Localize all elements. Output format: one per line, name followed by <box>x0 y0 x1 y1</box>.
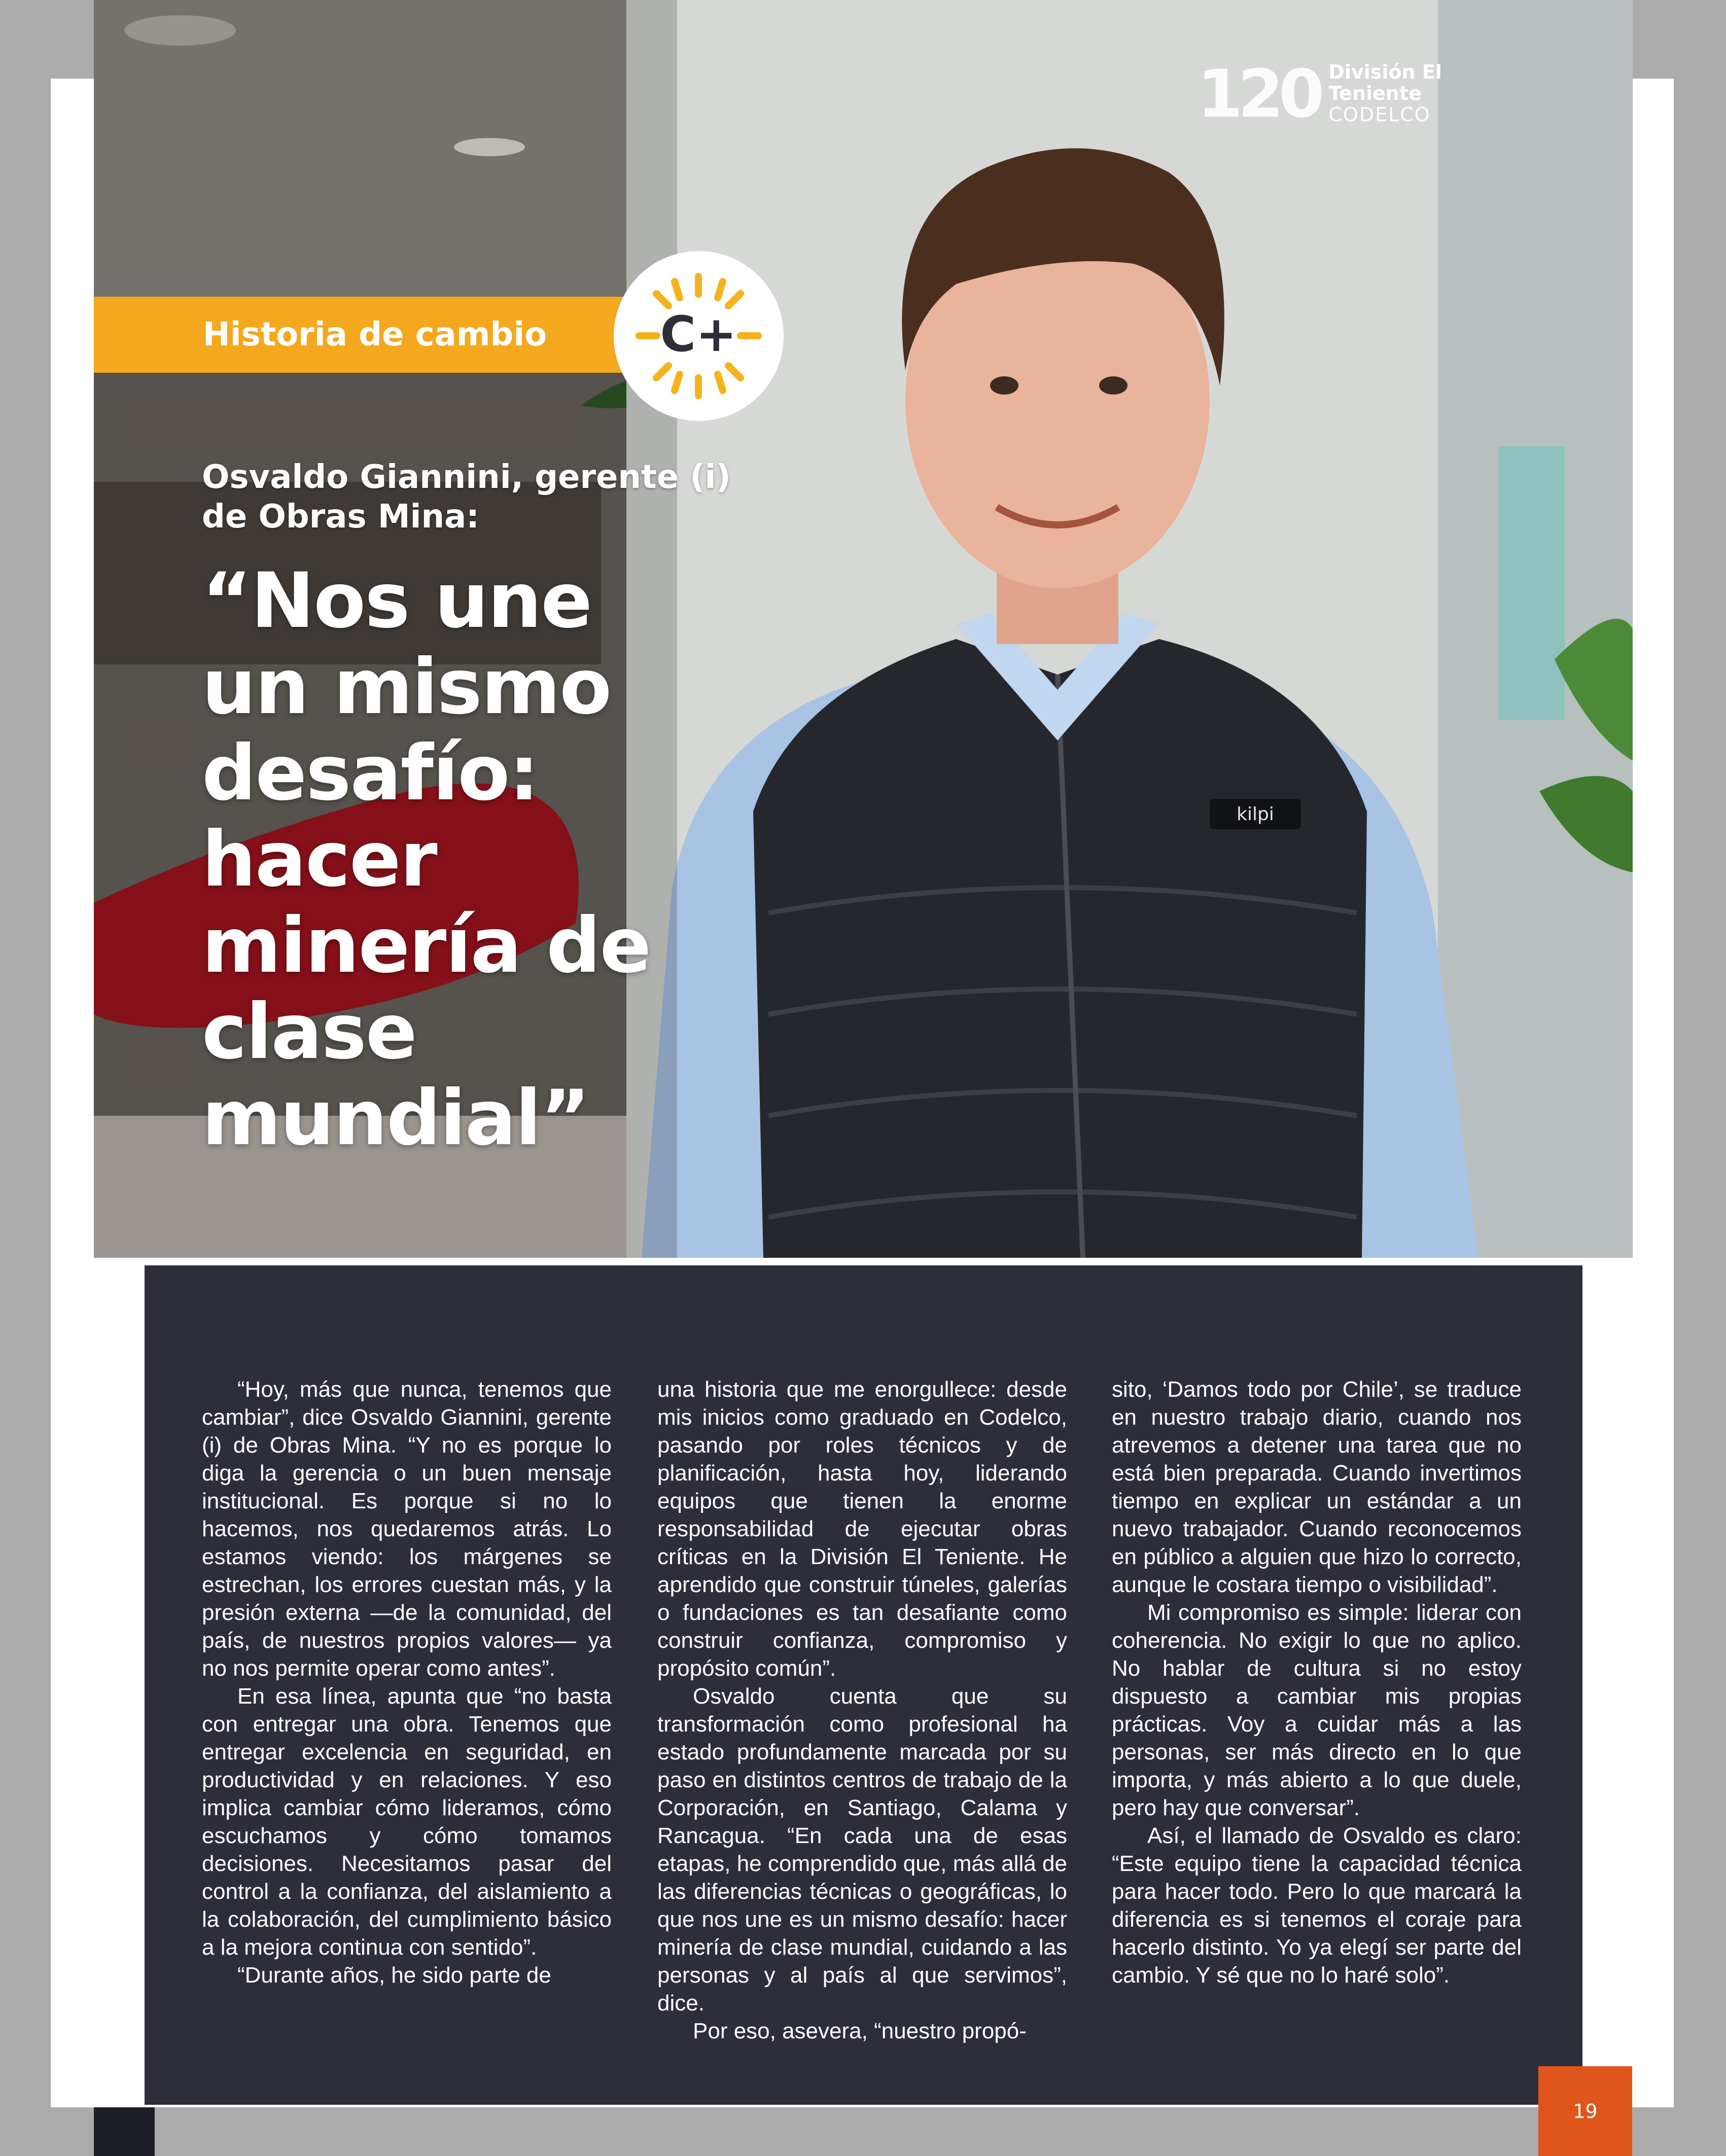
right-eye <box>1099 376 1128 395</box>
anniversary-mark: 120 <box>1197 55 1320 132</box>
headline: “Nos une un mismo desafío: hacer minería de clase mundial” <box>202 557 651 1162</box>
codelco-120-logo <box>1197 56 1532 132</box>
page-number: 19 <box>1538 2066 1632 2156</box>
sun-rays-icon <box>614 251 784 421</box>
paragraph: Osvaldo cuenta que su transformación como profesional ha estado profundamente marcada por su paso en distintos centros de trabajo de la Corporación, en Santiago, Calama y Rancagua. “En cada una de esas etapas, he comprendido que, más allá de las diferencias técnicas o geográficas, lo que nos une es un mismo desafío: hacer minería de clase mundial, cuidando a las personas y al país al que servimos”, dice. <box>657 1684 1067 2016</box>
paragraph: Por eso, asevera, “nuestro propó- <box>693 2019 1027 2043</box>
paragraph: En esa línea, apunta que “no basta con entregar una obra. Tenemos que entregar excelencia en seguridad, en productividad y en relaciones. Y eso implica cambiar cómo lideramos, cómo escuchamos y cómo tomamos decisiones. Necesitamos pasar del control a la confianza, del aislamiento a la colaboración, del cumplimiento básico a la mejora continua con sentido”. <box>202 1684 612 1960</box>
paragraph: Así, el llamado de Osvaldo es claro: “Este equipo tiene la capacidad técnica para hacer todo. Pero lo que marcará la diferencia es si tenemos el coraje para hacerlo distinto. Yo ya elegí ser parte del cambio. Y sé que no lo haré solo”. <box>1112 1823 1522 1988</box>
division-name: División El Teniente <box>1328 61 1442 105</box>
section-band <box>94 297 631 373</box>
paragraph: “Durante años, he sido parte de <box>237 1963 551 1988</box>
article-column-1 <box>202 1375 612 1989</box>
paragraph: una historia que me enorgullece: desde mis inicios como graduado en Codelco, pasando por roles técnicos y de planificación, hasta hoy, liderando equipos que tienen la enorme responsabilidad de ejecutar obras críticas en la División El Teniente. He aprendido que construir túneles, galerías o fundaciones es tan desafiante como construir confianza, compromiso y propósito común”. <box>657 1377 1067 1681</box>
left-eye <box>990 376 1018 395</box>
section-label: Historia de cambio <box>203 316 547 354</box>
bottom-photo-strip <box>94 2107 155 2156</box>
paragraph: Mi compromiso es simple: liderar con coherencia. No exigir lo que no aplico. No hablar de cultura si no estoy dispuesto a cambiar mis propias prácticas. Voy a cuidar más a las personas, ser más directo en lo que importa, y más abierto a lo que duele, pero hay que conversar”. <box>1112 1600 1522 1820</box>
article-column-3 <box>1112 1375 1522 1989</box>
article-column-2 <box>657 1375 1067 2045</box>
paragraph: “Hoy, más que nunca, tenemos que cambiar”, dice Osvaldo Giannini, gerente (i) de Obras Mina. “Y no es porque lo diga la gerencia o un buen mensaje institucional. Es porque si no lo hacemos, nos quedaremos atrás. Lo estamos viendo: los márgenes se estrechan, los errores cuestan más, y la presión externa —de la comunidad, del país, de nuestros propios valores— ya no nos permite operar como antes”. <box>202 1377 612 1681</box>
c-plus-icon-text: C+ <box>660 306 737 363</box>
subheading: Osvaldo Giannini, gerente (i) de Obras Mina: <box>202 458 731 536</box>
company-name: CODELCO <box>1328 103 1431 126</box>
teal-panel <box>1499 446 1565 720</box>
brand-text <box>1328 62 1532 125</box>
vest-brand-label: kilpi <box>1237 804 1274 825</box>
paragraph: sito, ‘Damos todo por Chile’, se traduce en nuestro trabajo diario, cuando nos atrevemos a detener una tarea que no está bien preparada. Cuando invertimos tiempo en explicar un estándar a un nuevo trabajador. Cuando reconocemos en público a alguien que hizo lo correcto, aunque le costara tiempo o visibilidad”. <box>1112 1377 1522 1597</box>
change-sun-icon <box>614 251 784 421</box>
